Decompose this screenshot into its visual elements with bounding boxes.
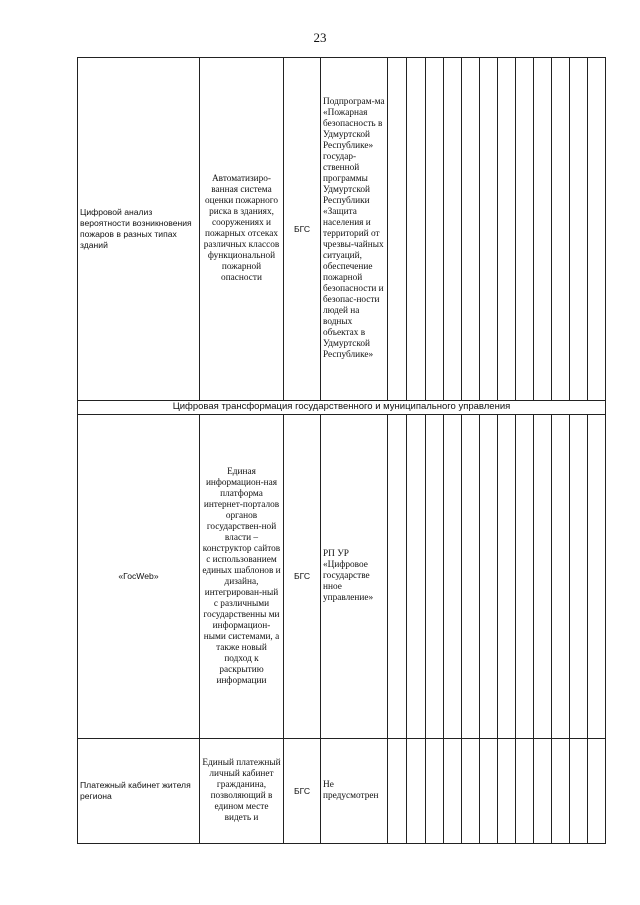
project-name-cell: «ГосWeb»: [78, 415, 200, 739]
table-row: [78, 739, 606, 844]
section-title: Цифровая трансформация государственного и муниципального управления: [78, 401, 606, 415]
description-cell: Автоматизиро-ванная система оценки пожарного риска в зданиях, сооружениях и пожарных отсеках различных классов функциональной пожарной опасности: [200, 58, 284, 401]
table-row: [78, 415, 606, 739]
program-cell: Не предусмотрен: [321, 739, 388, 844]
program-cell: Подпрограм-ма «Пожарная безопасность в Удмуртской Республике» государ-ственной программы Удмуртской Республики «Защита населения и территорий от чрезвы-чайных ситуаций, обеспечение пожарной безопасности и безопас-ности людей на водных объектах в Удмуртской Республике»: [321, 58, 388, 401]
document-table: [77, 57, 606, 844]
description-cell: Единый платежный личный кабинет гражданина, позволяющий в едином месте видеть и: [200, 739, 284, 844]
project-name-cell: Платежный кабинет жителя региона: [78, 739, 200, 844]
project-name-cell: Цифровой анализ вероятности возникновения пожаров в разных типах зданий: [78, 58, 200, 401]
table-row: [78, 58, 606, 401]
program-cell: РП УР «Цифровое государстве нное управление»: [321, 415, 388, 739]
section-row: [78, 401, 606, 415]
description-cell: Единая информацион-ная платформа интернет-порталов органов государствен-ной власти – конструктор сайтов с использованием единых шаблонов и дизайна, интегрирован-ный с различными государственны ми информацион-ными системами, а также новый подход к раскрытию информации: [200, 415, 284, 739]
type-cell: БГС: [284, 739, 321, 844]
type-cell: БГС: [284, 58, 321, 401]
page-number: 23: [313, 30, 327, 45]
type-cell: БГС: [284, 415, 321, 739]
